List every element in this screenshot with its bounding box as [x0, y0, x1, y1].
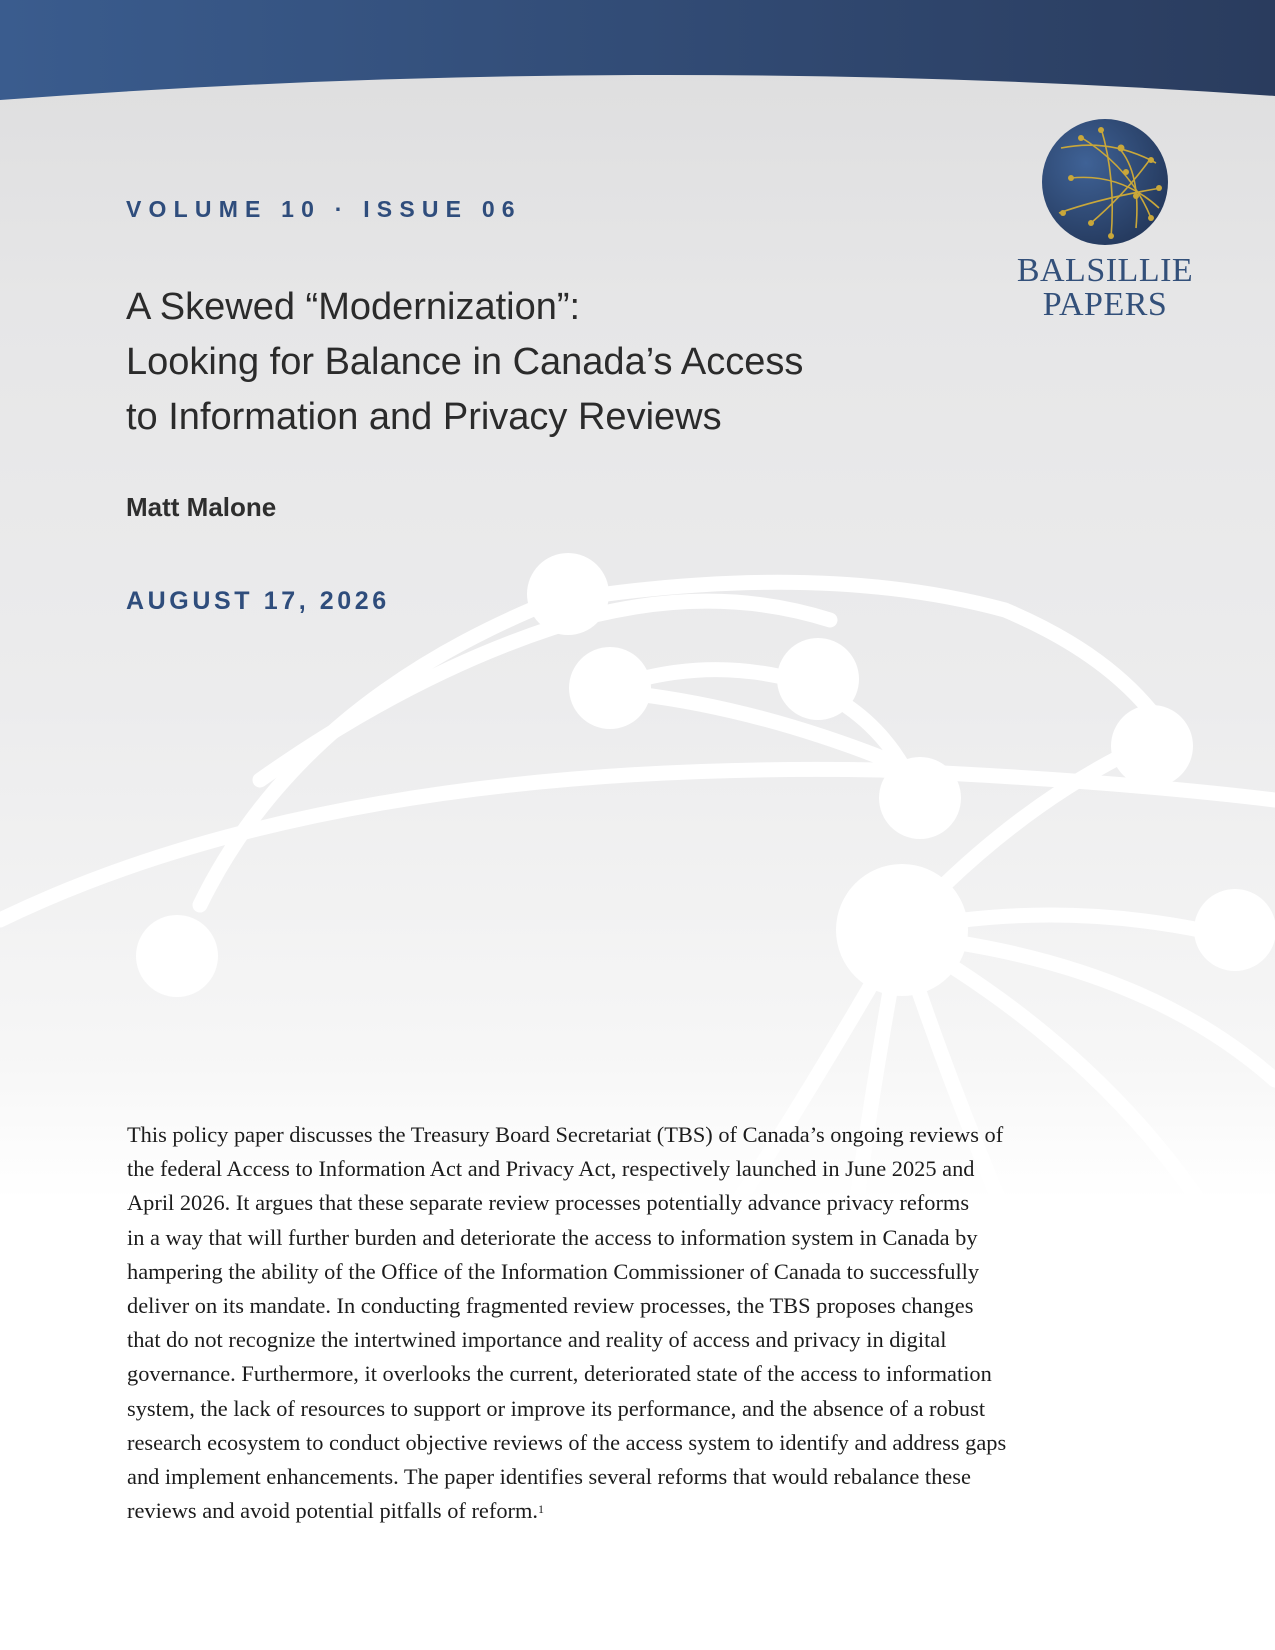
logo-line-2: PAPERS — [1042, 286, 1168, 323]
abstract-line: This policy paper discusses the Treasury Board Secretariat (TBS) of Canada’s ongoing reviews of — [127, 1122, 1004, 1147]
logo-line-1: BALSILLIE — [1016, 252, 1194, 289]
abstract-line: governance. Furthermore, it overlooks the current, deteriorated state of the access to information — [127, 1361, 992, 1387]
logo-wordmark — [1000, 254, 1210, 322]
title-line: Looking for Balance in Canada’s Access — [126, 341, 804, 383]
footnote-marker[interactable]: 1 — [538, 1502, 544, 1517]
balsillie-papers-logo — [1000, 118, 1210, 338]
volume-issue: VOLUME 10 · ISSUE 06 — [126, 196, 522, 222]
abstract-line: system, the lack of resources to support or improve its performance, and the absence of a robust — [127, 1395, 986, 1421]
abstract-line: deliver on its mandate. In conducting fragmented review processes, the TBS proposes changes — [127, 1293, 974, 1319]
abstract-line: research ecosystem to conduct objective reviews of the access system to identify and address gaps — [127, 1429, 1007, 1455]
abstract-line: that do not recognize the intertwined importance and reality of access and privacy in digital — [127, 1327, 947, 1353]
abstract — [127, 1118, 1167, 1528]
author-name: Matt Malone — [126, 492, 277, 522]
abstract-line-text: reviews and avoid potential pitfalls of reform. — [127, 1498, 538, 1524]
abstract-line: April 2026. It argues that these separate review processes potentially advance privacy reforms — [127, 1190, 970, 1216]
title-line: to Information and Privacy Reviews — [126, 396, 722, 438]
paper-title — [126, 280, 976, 445]
abstract-last-line — [127, 1494, 1167, 1528]
abstract-line: the federal Access to Information Act and Privacy Act, respectively launched in June 2025 and — [127, 1156, 975, 1182]
publication-date: AUGUST 17, 2026 — [126, 587, 390, 615]
abstract-line: hampering the ability of the Office of the Information Commissioner of Canada to successfully — [127, 1258, 980, 1284]
abstract-line: and implement enhancements. The paper identifies several reforms that would rebalance these — [127, 1464, 971, 1490]
title-line: A Skewed “Modernization”: — [126, 286, 581, 328]
globe-network-icon — [1041, 118, 1169, 246]
abstract-line: in a way that will further burden and deteriorate the access to information system in Canada by — [127, 1224, 978, 1250]
